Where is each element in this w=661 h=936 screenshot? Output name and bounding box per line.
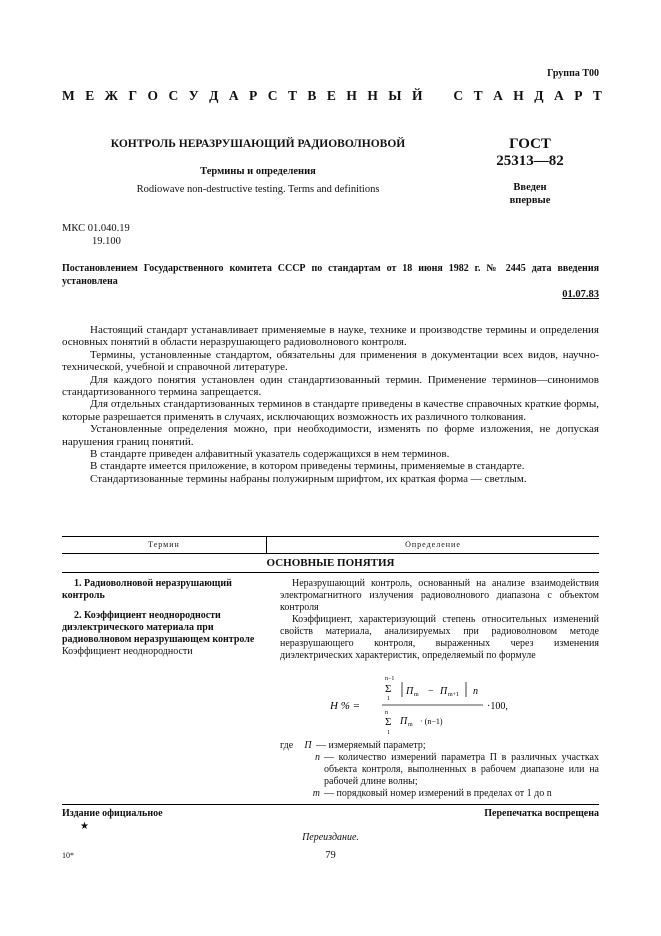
banner-letter: Н [346,88,357,103]
banner-letter: М [62,88,75,103]
formula-den-sum-symbol: Σ [385,716,392,728]
formula-lhs: H % = [330,700,361,712]
intro-body [62,324,599,485]
formula-num-minus: − [428,686,434,697]
intro-paragraph: Стандартизованные термины набраны полужирным шрифтом, их краткая форма — светлым. [90,472,527,485]
banner-letter: Т [287,88,297,103]
formula-tail: ·100, [487,701,508,712]
formula-den-upper: n [385,710,388,716]
banner-letter: С [453,88,464,103]
page-number: 79 [325,850,336,861]
decree-text: Постановлением Государственного комитета СССР по стандартам от 18 июня 1982 г. № 2445 дата введения установлена [62,263,599,287]
introduced-first [480,181,580,207]
homogeneity-formula [330,672,600,738]
banner-letter: Й [412,88,423,103]
formula-num-upper: n−1 [385,676,395,682]
banner-letter: Н [367,88,378,103]
term-2: 2. Коэффициент неоднородности диэлектрического материала при радиоволновом неразрушающем контроле [62,610,255,645]
intro-paragraph: Для каждого понятия установлен один стандартизованный термин. Применение терминов—синонимов стандартизованного термина запрещается. [62,373,599,399]
introduced-line1: Введен [513,182,547,193]
document-title: КОНТРОЛЬ НЕРАЗРУШАЮЩИЙ РАДИОВОЛНОВОЙ [110,138,406,150]
banner-letter: Г [128,88,138,103]
banner-letter: А [554,88,564,103]
definition-1: Неразрушающий контроль, основанный на анализе взаимодействия электромагнитного излучения радиоволнового диапазона с объектом контроля [280,578,599,613]
gost-code: 25313—82 [496,153,564,169]
banner-letter: Р [249,88,258,103]
term-1: 1. Радиоволновой неразрушающий контроль [62,578,232,601]
intro-paragraph: В стандарте имеется приложение, в котором приведены термины, применяемые в стандарте. [90,460,525,473]
formula-num-n: n [473,686,478,697]
banner-letter: Т [592,88,602,103]
gost-number [480,136,580,170]
banner-letter: Т [473,88,483,103]
official-edition: Издание официальное [62,808,163,819]
intro-paragraph: В стандарте приведен алфавитный указатель содержащихся в нем терминов. [90,448,450,461]
legend-text: — количество измерений параметра П в различных участках объекта контроля, выполненных в рабочем диапазоне или на рабочей длине волны; [324,752,599,787]
formula-num-sub2: m+1 [448,692,460,698]
signature-mark: 10* [62,851,74,860]
section-title: ОСНОВНЫЕ ПОНЯТИЯ [62,557,599,573]
legend-symbol: П [304,740,312,751]
introduction-date: 01.07.83 [562,289,599,300]
mks-line1: МКС 01.040.19 [62,223,130,234]
intro-paragraph: Настоящий стандарт устанавливает применяемые в науке, технике и производстве термины и определения основных понятий в области неразрушающего радиоволнового контроля. [62,324,599,349]
banner-letter: А [228,88,239,103]
mks-line2: 19.100 [92,236,121,247]
formula-num-p1: П [406,686,414,697]
star-icon: ★ [80,821,89,832]
formula-den-sub: m [408,722,413,728]
formula-den-lower: 1 [387,730,390,736]
legend-text: — измеряемый параметр; [316,740,426,751]
reissue-note: Переиздание. [302,832,359,843]
banner-letter: Д [534,88,544,103]
banner-letter: А [493,88,503,103]
banner-letter: Е [85,88,95,103]
legend-text: — порядковый номер измерений в пределах от 1 до n [324,788,552,799]
interstate-standard-banner [62,88,602,104]
legend-row [280,740,599,752]
formula-num-lower: 1 [387,696,390,702]
footer-rule [62,804,599,805]
banner-letter: Д [209,88,219,103]
intro-paragraph: Установленные определения можно, при необходимости, изменять по форме изложения, не допуская нарушения границ понятий. [62,423,599,448]
banner-letter: Е [326,88,336,103]
document-subtitle: Термины и определения [200,166,316,177]
banner-letter: С [168,88,179,103]
group-code: Группа Т00 [547,68,599,79]
banner-letter: В [307,88,317,103]
legend-row [280,788,599,800]
banner-letter [433,88,443,104]
column-term: Термин [62,537,267,553]
formula-den-tail: · (n−1) [420,717,443,726]
english-title: Rodiowave non-destructive testing. Terms and definitions [136,184,380,195]
reprint-prohibited: Перепечатка воспрещена [484,808,599,819]
terms-table [62,536,599,573]
banner-letter: Ы [388,88,402,103]
formula-num-p2: П [440,686,448,697]
banner-letter: Р [574,88,583,103]
intro-paragraph: Для отдельных стандартизованных терминов в стандарте приведены в качестве справочных краткие формы, которые разрешается применять в случаях, исключающих возможность их различного толкования. [62,398,599,423]
banner-letter: С [267,88,278,103]
definition-2: Коэффициент, характеризующий степень относительных изменений свойств материала, анализируемых при радиоволновом методе неразрушающего контроля, выраженных через изменения диэлектрических характеристик, определяемый по формуле [280,614,599,661]
intro-paragraph: Термины, установленные стандартом, обязательны для применения в документации всех видов, научно-технической, учебной и справочной литературе. [62,348,599,374]
banner-letter: О [147,88,159,103]
legend-symbol: m [312,788,320,799]
formula-den-p: П [400,716,408,727]
banner-letter: Н [513,88,524,103]
legend-row [280,752,599,788]
formula-num-sub1: m [414,692,419,698]
definitions-column [280,578,599,662]
formula-sum-symbol: Σ [385,683,392,695]
legend-symbol: n [315,752,320,763]
introduced-line2: впервые [509,195,551,206]
legend-intro: где [280,740,294,751]
gost-label: ГОСТ [509,136,551,152]
term-2-short: Коэффициент неоднородности [62,646,193,657]
terms-column [62,578,260,666]
mks-codes [62,222,130,248]
column-definition: Определение [405,540,461,549]
banner-letter: Ж [104,88,119,103]
table-header [62,536,599,554]
formula-legend [280,740,599,800]
banner-letter: У [188,88,199,103]
